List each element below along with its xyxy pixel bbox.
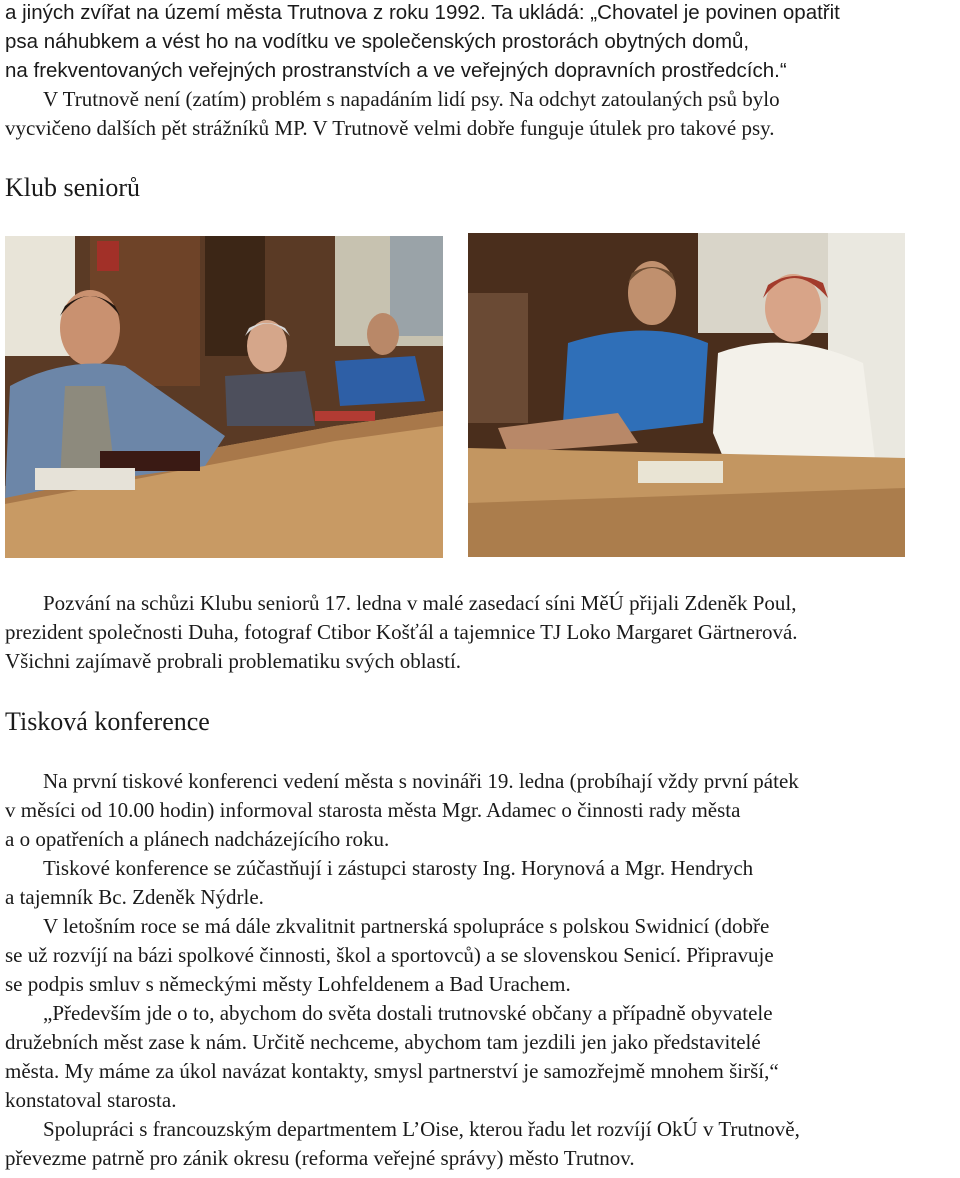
photo-club-meeting-right	[468, 233, 905, 557]
intro-line-1: a jiných zvířat na území města Trutnova z roku 1992. Ta ukládá: „Chovatel je povinen opatřit	[5, 1, 840, 24]
section-heading-tiskova: Tisková konference	[5, 707, 210, 736]
tiskova-line-3: a o opatřeních a plánech nadcházejícího roku.	[5, 827, 390, 851]
tiskova-line-7: se už rozvíjí na bázi spolkové činnosti, škol a sportovců) a se slovenskou Senicí. Připravuje	[5, 943, 774, 967]
photo-club-meeting-right-image	[468, 233, 905, 557]
tiskova-line-10: družebních měst zase k nám. Určitě nechceme, abychom tam jezdili jen jako představitelé	[5, 1030, 761, 1054]
tiskova-line-5: a tajemník Bc. Zdeněk Nýdrle.	[5, 885, 264, 909]
klub-caption-line-1: Pozvání na schůzi Klubu seniorů 17. ledna v malé zasedací síni MěÚ přijali Zdeněk Poul,	[43, 591, 797, 615]
intro-line-3: na frekventovaných veřejných prostranstvích a ve veřejných dopravních prostředcích.“	[5, 59, 787, 82]
photo-club-meeting-left-image	[5, 236, 443, 558]
tiskova-line-13: Spolupráci s francouzským departmentem L’Oise, kterou řadu let rozvíjí OkÚ v Trutnově,	[43, 1117, 800, 1141]
klub-caption-line-3: Všichni zajímavě probrali problematiku svých oblastí.	[5, 649, 462, 673]
tiskova-line-1: Na první tiskové konferenci vedení města s novináři 19. ledna (probíhají vždy první pátek	[43, 769, 799, 793]
klub-caption-line-2: prezident společnosti Duha, fotograf Ctibor Košťál a tajemnice TJ Loko Margaret Gärtnerová.	[5, 620, 798, 644]
tiskova-line-11: města. My máme za úkol navázat kontakty, smysl partnerství je samozřejmě mnohem širší,“	[5, 1059, 779, 1083]
tiskova-line-2: v měsíci od 10.00 hodin) informoval starosta města Mgr. Adamec o činnosti rady města	[5, 798, 741, 822]
tiskova-line-8: se podpis smluv s německými městy Lohfeldenem a Bad Urachem.	[5, 972, 571, 996]
tiskova-line-6: V letošním roce se má dále zkvalitnit partnerská spolupráce s polskou Swidnicí (dobře	[43, 914, 770, 938]
tiskova-line-9: „Především jde o to, abychom do světa dostali trutnovské občany a případně obyvatele	[43, 1001, 773, 1025]
intro-line-5: vycvičeno dalších pět strážníků MP. V Trutnově velmi dobře funguje útulek pro takové psy.	[5, 116, 775, 140]
tiskova-line-14: převezme patrně pro zánik okresu (reforma veřejné správy) město Trutnov.	[5, 1146, 635, 1170]
intro-line-4: V Trutnově není (zatím) problém s napadáním lidí psy. Na odchyt zatoulaných psů bylo	[43, 87, 780, 111]
section-heading-klub: Klub seniorů	[5, 173, 141, 202]
photo-club-meeting-left	[5, 236, 443, 558]
tiskova-line-12: konstatoval starosta.	[5, 1088, 177, 1112]
intro-line-2: psa náhubkem a vést ho na vodítku ve společenských prostorách obytných domů,	[5, 30, 750, 53]
tiskova-line-4: Tiskové konference se zúčastňují i zástupci starosty Ing. Horynová a Mgr. Hendrych	[43, 856, 754, 880]
